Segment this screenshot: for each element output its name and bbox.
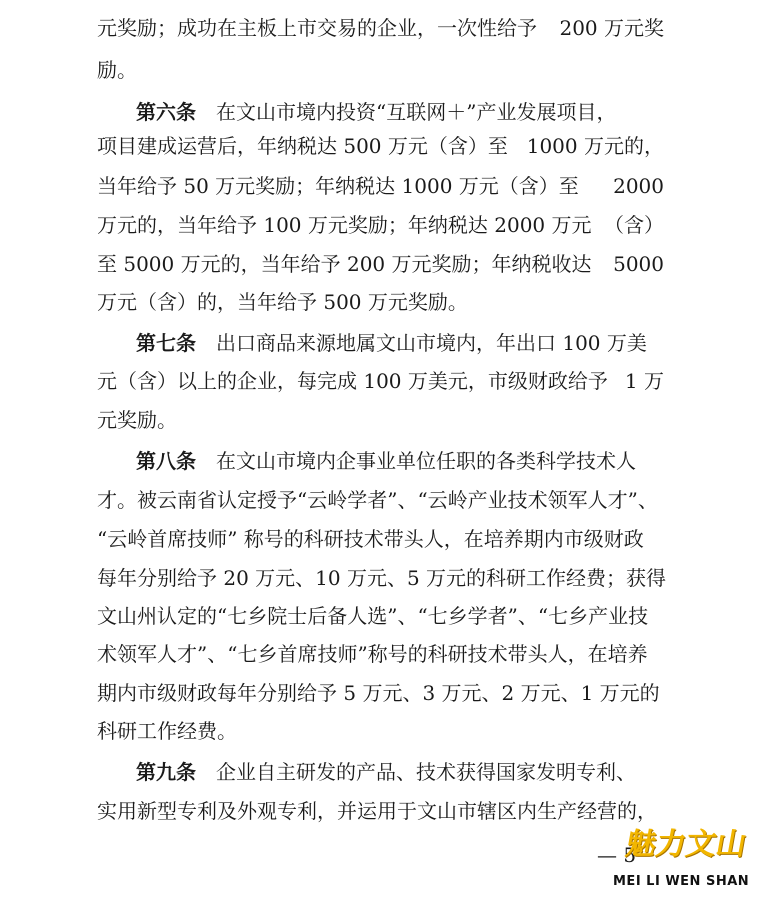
line-text-end: 200 万元奖 bbox=[559, 16, 664, 40]
line-text-end: 1000 万元的， bbox=[526, 134, 664, 158]
line-text bbox=[136, 446, 636, 476]
line-text: 万元（含）的，当年给予 500 万元奖励。 bbox=[97, 290, 468, 314]
line-text: 科研工作经费。 bbox=[97, 719, 237, 743]
article-text: 出口商品来源地属文山市境内，年出口 100 万美 bbox=[196, 331, 647, 355]
article-label: 第七条 bbox=[136, 331, 196, 355]
line-text: 期内市级财政每年分别给予 5 万元、3 万元、2 万元、1 万元的 bbox=[97, 681, 660, 705]
line-text: “云岭首席技师” 称号的科研技术带头人，在培养期内市级财政 bbox=[97, 527, 644, 551]
line-text: 文山州认定的“七乡院士后备人选”、“七乡学者”、“七乡产业技 bbox=[97, 604, 649, 628]
line-text-end: （含） bbox=[604, 213, 664, 237]
line-text bbox=[136, 757, 636, 787]
line-text: 励。 bbox=[97, 58, 137, 82]
line-text: 当年给予 50 万元奖励；年纳税达 1000 万元（含）至 bbox=[97, 174, 579, 198]
line-text: 才。被云南省认定授予“云岭学者”、“云岭产业技术领军人才”、 bbox=[97, 488, 658, 512]
line-text-end: 5000 bbox=[613, 252, 664, 276]
article-label: 第八条 bbox=[136, 449, 196, 473]
page-number: — 5 bbox=[597, 843, 637, 867]
watermark-logo: 魅力文山 bbox=[623, 827, 750, 862]
line-text-end: 1 万 bbox=[624, 369, 664, 393]
line-text: 万元的，当年给予 100 万元奖励；年纳税达 2000 万元 bbox=[97, 213, 592, 237]
line-text: 实用新型专利及外观专利，并运用于文山市辖区内生产经营的， bbox=[97, 799, 657, 823]
article-label: 第六条 bbox=[136, 100, 196, 124]
line-text: 每年分别给予 20 万元、10 万元、5 万元的科研工作经费；获得 bbox=[97, 566, 667, 590]
line-text-end: 2000 bbox=[613, 174, 664, 198]
line-text: 项目建成运营后，年纳税达 500 万元（含）至 bbox=[97, 134, 508, 158]
line-text bbox=[136, 328, 647, 358]
line-text: 元（含）以上的企业，每完成 100 万美元，市级财政给予 bbox=[97, 369, 608, 393]
line-text bbox=[136, 97, 616, 127]
line-text: 术领军人才”、“七乡首席技师”称号的科研技术带头人，在培养 bbox=[97, 642, 648, 666]
article-label: 第九条 bbox=[136, 760, 196, 784]
watermark-logo-subtitle: MEI LI WEN SHAN bbox=[613, 874, 750, 889]
line-text: 元奖励；成功在主板上市交易的企业，一次性给予 bbox=[97, 16, 537, 40]
article-text: 企业自主研发的产品、技术获得国家发明专利、 bbox=[196, 760, 636, 784]
article-text: 在文山市境内投资“互联网＋”产业发展项目， bbox=[196, 100, 617, 124]
line-text: 元奖励。 bbox=[97, 408, 177, 432]
line-text: 至 5000 万元的，当年给予 200 万元奖励；年纳税收达 bbox=[97, 252, 592, 276]
article-text: 在文山市境内企事业单位任职的各类科学技术人 bbox=[196, 449, 636, 473]
